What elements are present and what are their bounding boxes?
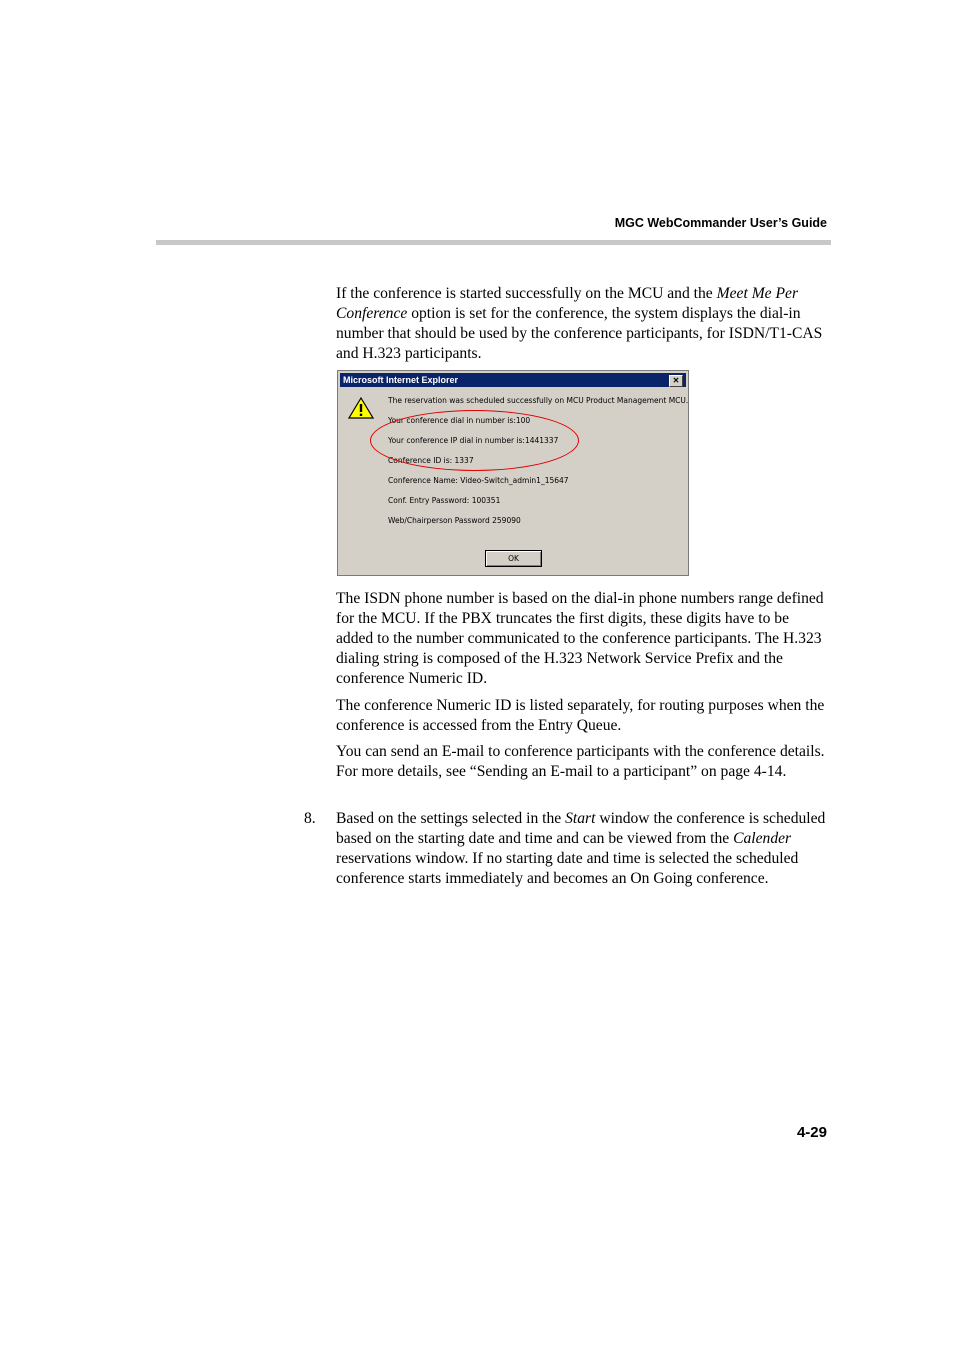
dialog-message-line: Conf. Entry Password: 100351 [388,496,501,505]
dialog-message-line: Your conference dial in number is:100 [388,416,531,425]
intro-text-2: option is set for the conference, the system displays the dial-in number that should be used by the conference participants, for ISDN/T1-CAS and H.323 participants. [336,305,823,362]
step-text-3: reservations window. If no starting date and time is selected the scheduled conference starts immediately and becomes an On Going conference. [336,850,799,887]
meet-me-option-name: Meet Me Per Conference [336,285,799,322]
dialog-titlebar [340,373,686,387]
ok-button[interactable]: OK [485,550,542,567]
red-highlight-circle [370,410,579,471]
numeric-id-paragraph: The conference Numeric ID is listed separately, for routing purposes when the conference is accessed from the Entry Queue. [336,697,825,734]
start-window-name: Start [565,810,596,827]
dialog-title: Microsoft Internet Explorer [343,375,459,385]
dialog-message-line: Conference Name: Video-Switch_admin1_15647 [388,476,569,485]
close-button[interactable]: ✕ [669,375,683,387]
step-8-paragraph [336,809,828,889]
intro-paragraph [336,284,828,364]
dialog-message-line: The reservation was scheduled successfully on MCU Product Management MCU. [388,396,689,405]
step-text-2: window the conference is scheduled based on the starting date and time and can be viewed from the [336,810,826,847]
running-header-title: MGC WebCommander User’s Guide [614,216,827,230]
intro-text-1: If the conference is started successfully on the MCU and the [336,285,717,302]
dialog-message-line: Conference ID is: 1337 [388,456,474,465]
header-rule [156,240,831,245]
calender-window-name: Calender [733,830,792,847]
step-text-1: Based on the settings selected in the [336,810,566,827]
step-number: 8. [304,810,316,827]
isdn-paragraph: The ISDN phone number is based on the dial-in phone numbers range defined for the MCU. If the PBX truncates the first digits, these digits have to be added to the number communicated to the conference participants. The H.323 dialing string is composed of the H.323 Network Service Prefix and the conference Numeric ID. [336,590,824,687]
page-number: 4-29 [796,1124,827,1141]
dialog-message-line: Your conference IP dial in number is:1441337 [388,436,559,445]
dialog-message-line: Web/Chairperson Password 259090 [388,516,521,525]
email-paragraph: You can send an E-mail to conference participants with the conference details. For more details, see “Sending an E-mail to a participant” on page 4-14. [336,743,825,780]
warning-icon [348,396,374,420]
ie-message-dialog [337,370,689,576]
